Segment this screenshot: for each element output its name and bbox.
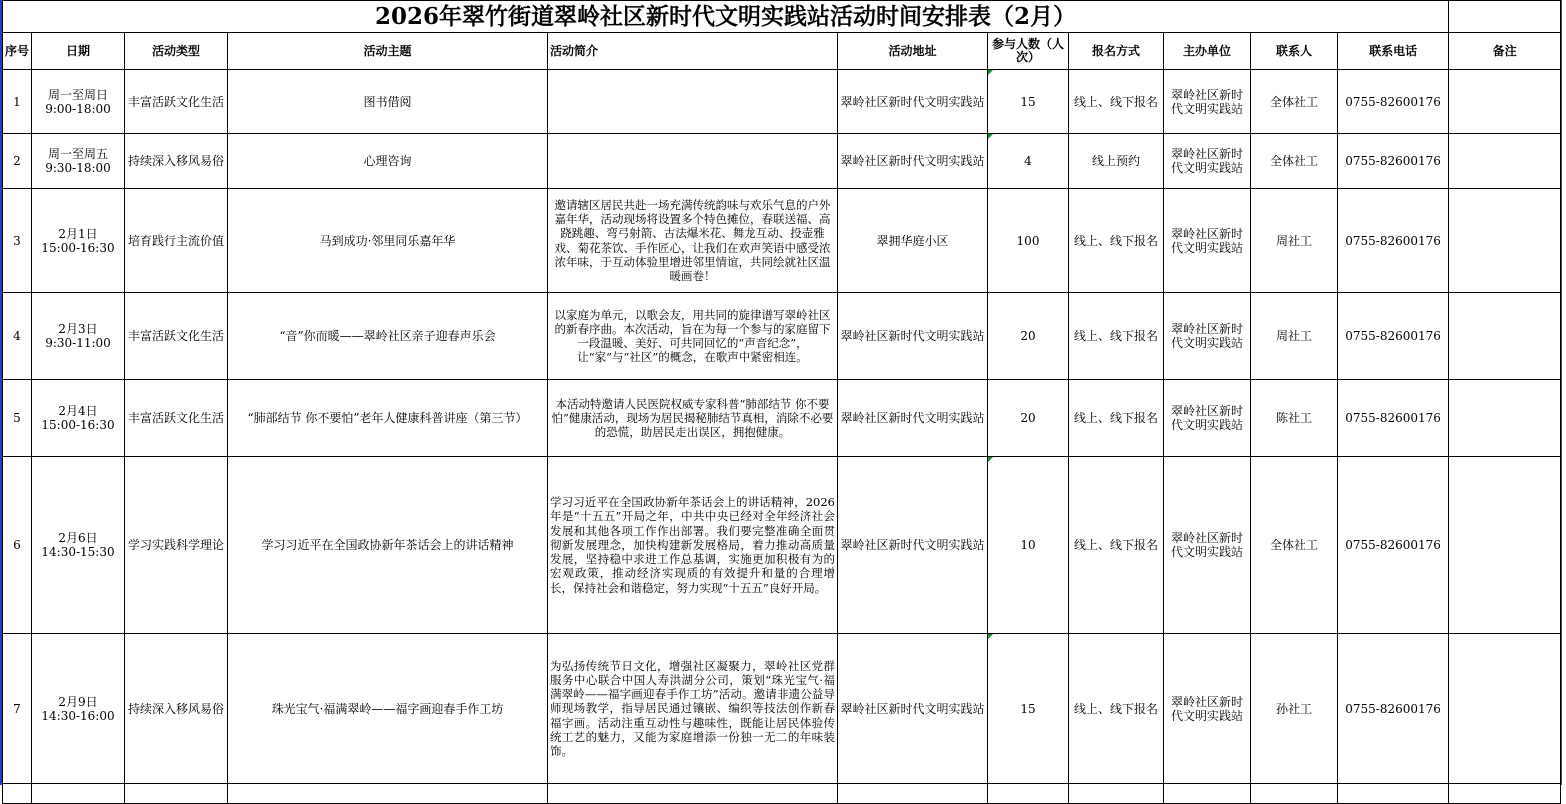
cell-contact[interactable]: 陈社工: [1251, 380, 1338, 457]
cell-date[interactable]: [32, 380, 125, 457]
date-line1: 2月6日: [58, 531, 98, 545]
cell-empty[interactable]: [1338, 784, 1449, 804]
cell-contact[interactable]: 孙社工: [1251, 634, 1338, 784]
cell-empty[interactable]: [988, 784, 1069, 804]
cell-signup[interactable]: 线上、线下报名: [1069, 457, 1164, 634]
cell-address[interactable]: 翠岭社区新时代文明实践站: [838, 634, 988, 784]
cell-theme[interactable]: 心理咨询: [228, 134, 548, 189]
cell-intro[interactable]: 以家庭为单元，以歌会友，用共同的旋律谱写翠岭社区的新春序曲。本次活动，旨在为每一个参与的家庭留下一段温暖、美好、可共同回忆的“声音纪念”，让“家”与“社区”的概念，在歌声中紧密相连。: [548, 293, 838, 380]
cell-address[interactable]: 翠岭社区新时代文明实践站: [838, 457, 988, 634]
cell-theme[interactable]: “肺部结节 你不要怕”老年人健康科普讲座（第三节）: [228, 380, 548, 457]
cell-type[interactable]: 丰富活跃文化生活: [125, 70, 228, 134]
cell-no[interactable]: 5: [3, 380, 32, 457]
table-row: [3, 380, 1561, 457]
cell-host[interactable]: 翠岭社区新时代文明实践站: [1164, 634, 1251, 784]
date-line1: 周一至周日: [47, 87, 108, 102]
cell-remark[interactable]: [1449, 70, 1561, 134]
schedule-table: [2, 0, 1561, 804]
table-row: [3, 134, 1561, 189]
cell-intro[interactable]: 邀请辖区居民共赴一场充满传统韵味与欢乐气息的户外嘉年华，活动现场将设置多个特色摊位，春联送福、高跷跳趣、弯弓射箭、古法爆米花、舞龙互动、投壶雅戏、菊花茶饮、手作匠心，让我们在欢声笑语中感受浓浓年味，于互动体验里增进邻里情谊，共同绘就社区温暖画卷！: [548, 189, 838, 293]
table-row: [3, 189, 1561, 293]
date-line1: 2月9日: [58, 694, 98, 709]
cell-type[interactable]: 持续深入移风易俗: [125, 134, 228, 189]
header-contact[interactable]: 联系人: [1251, 33, 1338, 70]
cell-intro[interactable]: 为弘扬传统节日文化，增强社区凝聚力，翠岭社区党群服务中心联合中国人寿洪湖分公司，策划“珠光宝气·福满翠岭——福字画迎春手作工坊”活动。邀请非遗公益导师现场教学，指导居民通过镶嵌、编织等技法创作新春福字画。活动注重互动性与趣味性，既能让居民体验传统工艺的魅力，又能为家庭增添一份独一无二的年味装饰。: [548, 634, 838, 784]
cell-signup[interactable]: 线上、线下报名: [1069, 189, 1164, 293]
date-line2: 14:30-15:30: [41, 545, 115, 559]
table-row: [3, 293, 1561, 380]
cell-remark[interactable]: [1449, 189, 1561, 293]
cell-count[interactable]: 20: [988, 380, 1069, 457]
sheet-outside: [1562, 0, 1566, 785]
cell-type[interactable]: 丰富活跃文化生活: [125, 380, 228, 457]
cell-signup[interactable]: 线上预约: [1069, 134, 1164, 189]
cell-theme[interactable]: 珠光宝气·福满翠岭——福字画迎春手作工坊: [228, 634, 548, 784]
header-intro[interactable]: 活动简介: [548, 33, 838, 70]
cell-date[interactable]: [32, 293, 125, 380]
cell-phone[interactable]: 0755-82600176: [1338, 457, 1449, 634]
cell-intro[interactable]: 本活动特邀请人民医院权威专家科普“肺部结节 你不要怕”健康活动，现场为居民揭秘肺结节真相，消除不必要的恐慌，助居民走出误区，拥抱健康。: [548, 380, 838, 457]
cell-contact[interactable]: 全体社工: [1251, 457, 1338, 634]
cell-remark[interactable]: [1449, 380, 1561, 457]
cell-contact[interactable]: 周社工: [1251, 293, 1338, 380]
table-row: [3, 457, 1561, 634]
cell-phone[interactable]: 0755-82600176: [1338, 70, 1449, 134]
cell-theme[interactable]: 图书借阅: [228, 70, 548, 134]
cell-count[interactable]: 15: [988, 634, 1069, 784]
header-address[interactable]: 活动地址: [838, 33, 988, 70]
cell-theme[interactable]: “音”你而暖——翠岭社区亲子迎春声乐会: [228, 293, 548, 380]
date-line1: 2月3日: [58, 322, 98, 336]
cell-host[interactable]: 翠岭社区新时代文明实践站: [1164, 189, 1251, 293]
cell-count[interactable]: 4: [988, 134, 1069, 189]
header-host[interactable]: 主办单位: [1164, 33, 1251, 70]
cell-empty[interactable]: [3, 784, 32, 804]
cell-empty[interactable]: [838, 784, 988, 804]
cell-signup[interactable]: 线上、线下报名: [1069, 380, 1164, 457]
cell-empty[interactable]: [548, 784, 838, 804]
cell-count[interactable]: 10: [988, 457, 1069, 634]
header-signup[interactable]: 报名方式: [1069, 33, 1164, 70]
date-line2: 15:00-16:30: [41, 418, 115, 432]
header-no[interactable]: 序号: [3, 33, 32, 70]
cell-address[interactable]: 翠拥华庭小区: [838, 189, 988, 293]
cell-date[interactable]: [32, 134, 125, 189]
date-line1: 周一至周五: [47, 147, 108, 161]
cell-remark[interactable]: [1449, 134, 1561, 189]
cell-empty[interactable]: [228, 784, 548, 804]
cell-phone[interactable]: 0755-82600176: [1338, 293, 1449, 380]
cell-count[interactable]: 15: [988, 70, 1069, 134]
table-row: [3, 634, 1561, 784]
date-line2: 9:30-18:00: [45, 161, 111, 175]
date-line2: 9:30-11:00: [45, 336, 111, 350]
table-row: [3, 70, 1561, 134]
cell-signup[interactable]: 线上、线下报名: [1069, 70, 1164, 134]
cell-phone[interactable]: 0755-82600176: [1338, 189, 1449, 293]
cell-empty[interactable]: [1449, 784, 1561, 804]
header-count[interactable]: 参与人数（人次）: [988, 33, 1069, 70]
cell-host[interactable]: 翠岭社区新时代文明实践站: [1164, 293, 1251, 380]
cell-type[interactable]: 持续深入移风易俗: [125, 634, 228, 784]
cell-empty[interactable]: [125, 784, 228, 804]
cell-intro[interactable]: [548, 70, 838, 134]
cell-contact[interactable]: 全体社工: [1251, 70, 1338, 134]
cell-date[interactable]: [32, 634, 125, 784]
cell-address[interactable]: 翠岭社区新时代文明实践站: [838, 293, 988, 380]
cell-empty[interactable]: [1164, 784, 1251, 804]
cell-theme[interactable]: 马到成功·邻里同乐嘉年华: [228, 189, 548, 293]
cell-remark[interactable]: [1449, 634, 1561, 784]
cell-no[interactable]: 6: [3, 457, 32, 634]
cell-theme[interactable]: 学习习近平在全国政协新年茶话会上的讲话精神: [228, 457, 548, 634]
cell-phone[interactable]: 0755-82600176: [1338, 634, 1449, 784]
cell-date[interactable]: [32, 189, 125, 293]
cell-host[interactable]: 翠岭社区新时代文明实践站: [1164, 457, 1251, 634]
cell-count[interactable]: 100: [988, 189, 1069, 293]
cell-address[interactable]: 翠岭社区新时代文明实践站: [838, 134, 988, 189]
cell-no[interactable]: 4: [3, 293, 32, 380]
cell-signup[interactable]: 线上、线下报名: [1069, 634, 1164, 784]
cell-remark[interactable]: [1449, 457, 1561, 634]
cell-contact[interactable]: 全体社工: [1251, 134, 1338, 189]
cell-empty[interactable]: [1069, 784, 1164, 804]
cell-host[interactable]: 翠岭社区新时代文明实践站: [1164, 134, 1251, 189]
header-theme[interactable]: 活动主题: [228, 33, 548, 70]
header-row: [3, 33, 1561, 70]
date-line1: 2月4日: [58, 404, 98, 418]
cell-no[interactable]: 2: [3, 134, 32, 189]
cell-intro[interactable]: 学习习近平在全国政协新年茶话会上的讲话精神，2026年是“十五五”开局之年，中共中央已经对全年经济社会发展和其他各项工作作出部署。我们要完整准确全面贯彻新发展理念，加快构建新发展格局，着力推动高质量发展，坚持稳中求进工作总基调，实施更加积极有为的宏观政策，推动经济实现质的有效提升和量的合理增长，保持社会和谐稳定，努力实现“十五五”良好开局。: [548, 457, 838, 634]
cell-host[interactable]: 翠岭社区新时代文明实践站: [1164, 70, 1251, 134]
date-line2: 15:00-16:30: [41, 240, 115, 255]
cell-empty[interactable]: [32, 784, 125, 804]
header-phone[interactable]: 联系电话: [1338, 33, 1449, 70]
cell-phone[interactable]: 0755-82600176: [1338, 380, 1449, 457]
cell-type[interactable]: 培育践行主流价值: [125, 189, 228, 293]
cell-address[interactable]: 翠岭社区新时代文明实践站: [838, 70, 988, 134]
cell-type[interactable]: 学习实践科学理论: [125, 457, 228, 634]
table-row-partial: [3, 784, 1561, 804]
cell-remark[interactable]: [1449, 293, 1561, 380]
cell-count[interactable]: 20: [988, 293, 1069, 380]
cell-no[interactable]: 7: [3, 634, 32, 784]
cell-phone[interactable]: 0755-82600176: [1338, 134, 1449, 189]
cell-signup[interactable]: 线上、线下报名: [1069, 293, 1164, 380]
cell-no[interactable]: 1: [3, 70, 32, 134]
cell-address[interactable]: 翠岭社区新时代文明实践站: [838, 380, 988, 457]
sheet-title: 2026年翠竹街道翠岭社区新时代文明实践站活动时间安排表（2月）: [3, 1, 1449, 33]
cell-no[interactable]: 3: [3, 189, 32, 293]
header-type[interactable]: 活动类型: [125, 33, 228, 70]
cell-date[interactable]: [32, 457, 125, 634]
cell-type[interactable]: 丰富活跃文化生活: [125, 293, 228, 380]
cell-date[interactable]: [32, 70, 125, 134]
date-line2: 9:00-18:00: [45, 101, 111, 116]
date-line2: 14:30-16:00: [41, 708, 115, 723]
cell-empty[interactable]: [1251, 784, 1338, 804]
cell-host[interactable]: 翠岭社区新时代文明实践站: [1164, 380, 1251, 457]
header-remark[interactable]: 备注: [1449, 33, 1561, 70]
date-line1: 2月1日: [58, 226, 98, 241]
cell-intro[interactable]: [548, 134, 838, 189]
header-date[interactable]: 日期: [32, 33, 125, 70]
cell-contact[interactable]: 周社工: [1251, 189, 1338, 293]
title-blank-cell[interactable]: [1449, 1, 1561, 33]
